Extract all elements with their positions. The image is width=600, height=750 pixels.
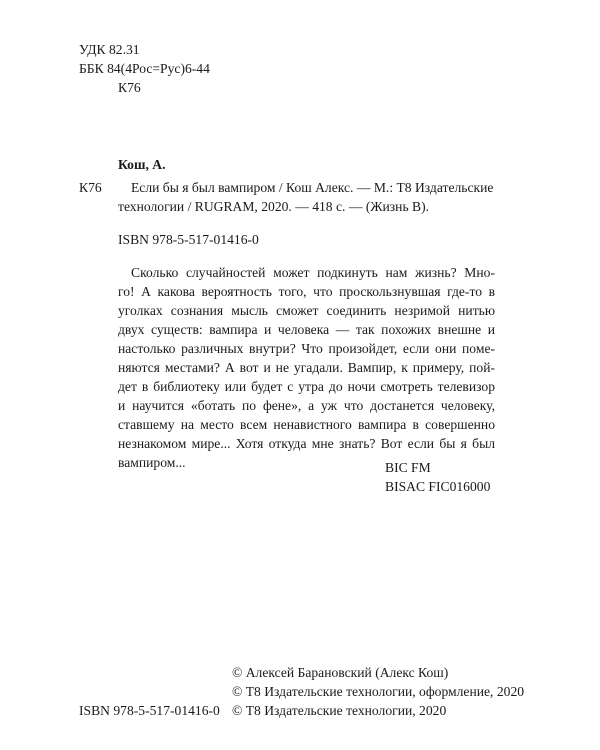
annotation-line: двух существ: вампира и человека — так похожих внешне и	[118, 322, 495, 337]
isbn-footer: ISBN 978-5-517-01416-0	[79, 703, 220, 718]
author-sign: К76	[118, 80, 141, 95]
udk-code: УДК 82.31	[79, 42, 140, 57]
bibliographic-description-line-1: Если бы я был вампиром / Кош Алекс. — М.: Т8 Издательские	[131, 180, 494, 195]
copyright-design: © Т8 Издательские технологии, оформление, 2020	[232, 684, 525, 699]
annotation-line: дет в библиотеку или будет с утра до ночи смотреть телевизор	[118, 379, 495, 394]
annotation-line: и научится «ботать по фене», а уж что достанется человеку,	[118, 398, 495, 413]
annotation-line: ставшему на место всем ненавистного вампира в совершенно	[118, 417, 495, 432]
annotation-line: уголках сознания мысль сможет соединить незримой нитью	[118, 303, 495, 318]
bbk-code: ББК 84(4Рос=Рус)6-44	[79, 61, 210, 76]
copyright-publisher: © Т8 Издательские технологии, 2020	[232, 703, 447, 718]
bic-code: BIC FM	[385, 460, 431, 475]
annotation-line: незнакомом мире... Хотя откуда мне знать? Вот если бы я был	[118, 436, 495, 451]
author-heading: Кош, А.	[118, 157, 166, 172]
author-sign-side: К76	[79, 180, 102, 195]
annotation-line: вампиром...	[118, 455, 186, 470]
isbn-record: ISBN 978-5-517-01416-0	[118, 232, 259, 247]
annotation-line: Сколько случайностей может подкинуть нам жизнь? Мно-	[131, 265, 495, 280]
annotation-line: настолько различных внутри? Что произойдет, если они поме-	[118, 341, 495, 356]
annotation-line: го! А какова вероятность того, что проскользнувшая где-то в	[118, 284, 495, 299]
bisac-code: BISAC FIC016000	[385, 479, 491, 494]
annotation-paragraph	[118, 263, 495, 472]
annotation-line: няются местами? А вот и не угадали. Вампир, к примеру, пой-	[118, 360, 495, 375]
copyright-author: © Алексей Барановский (Алекс Кош)	[232, 665, 449, 680]
bibliographic-description-line-2: технологии / RUGRAM, 2020. — 418 с. — (Жизнь В).	[118, 199, 430, 214]
